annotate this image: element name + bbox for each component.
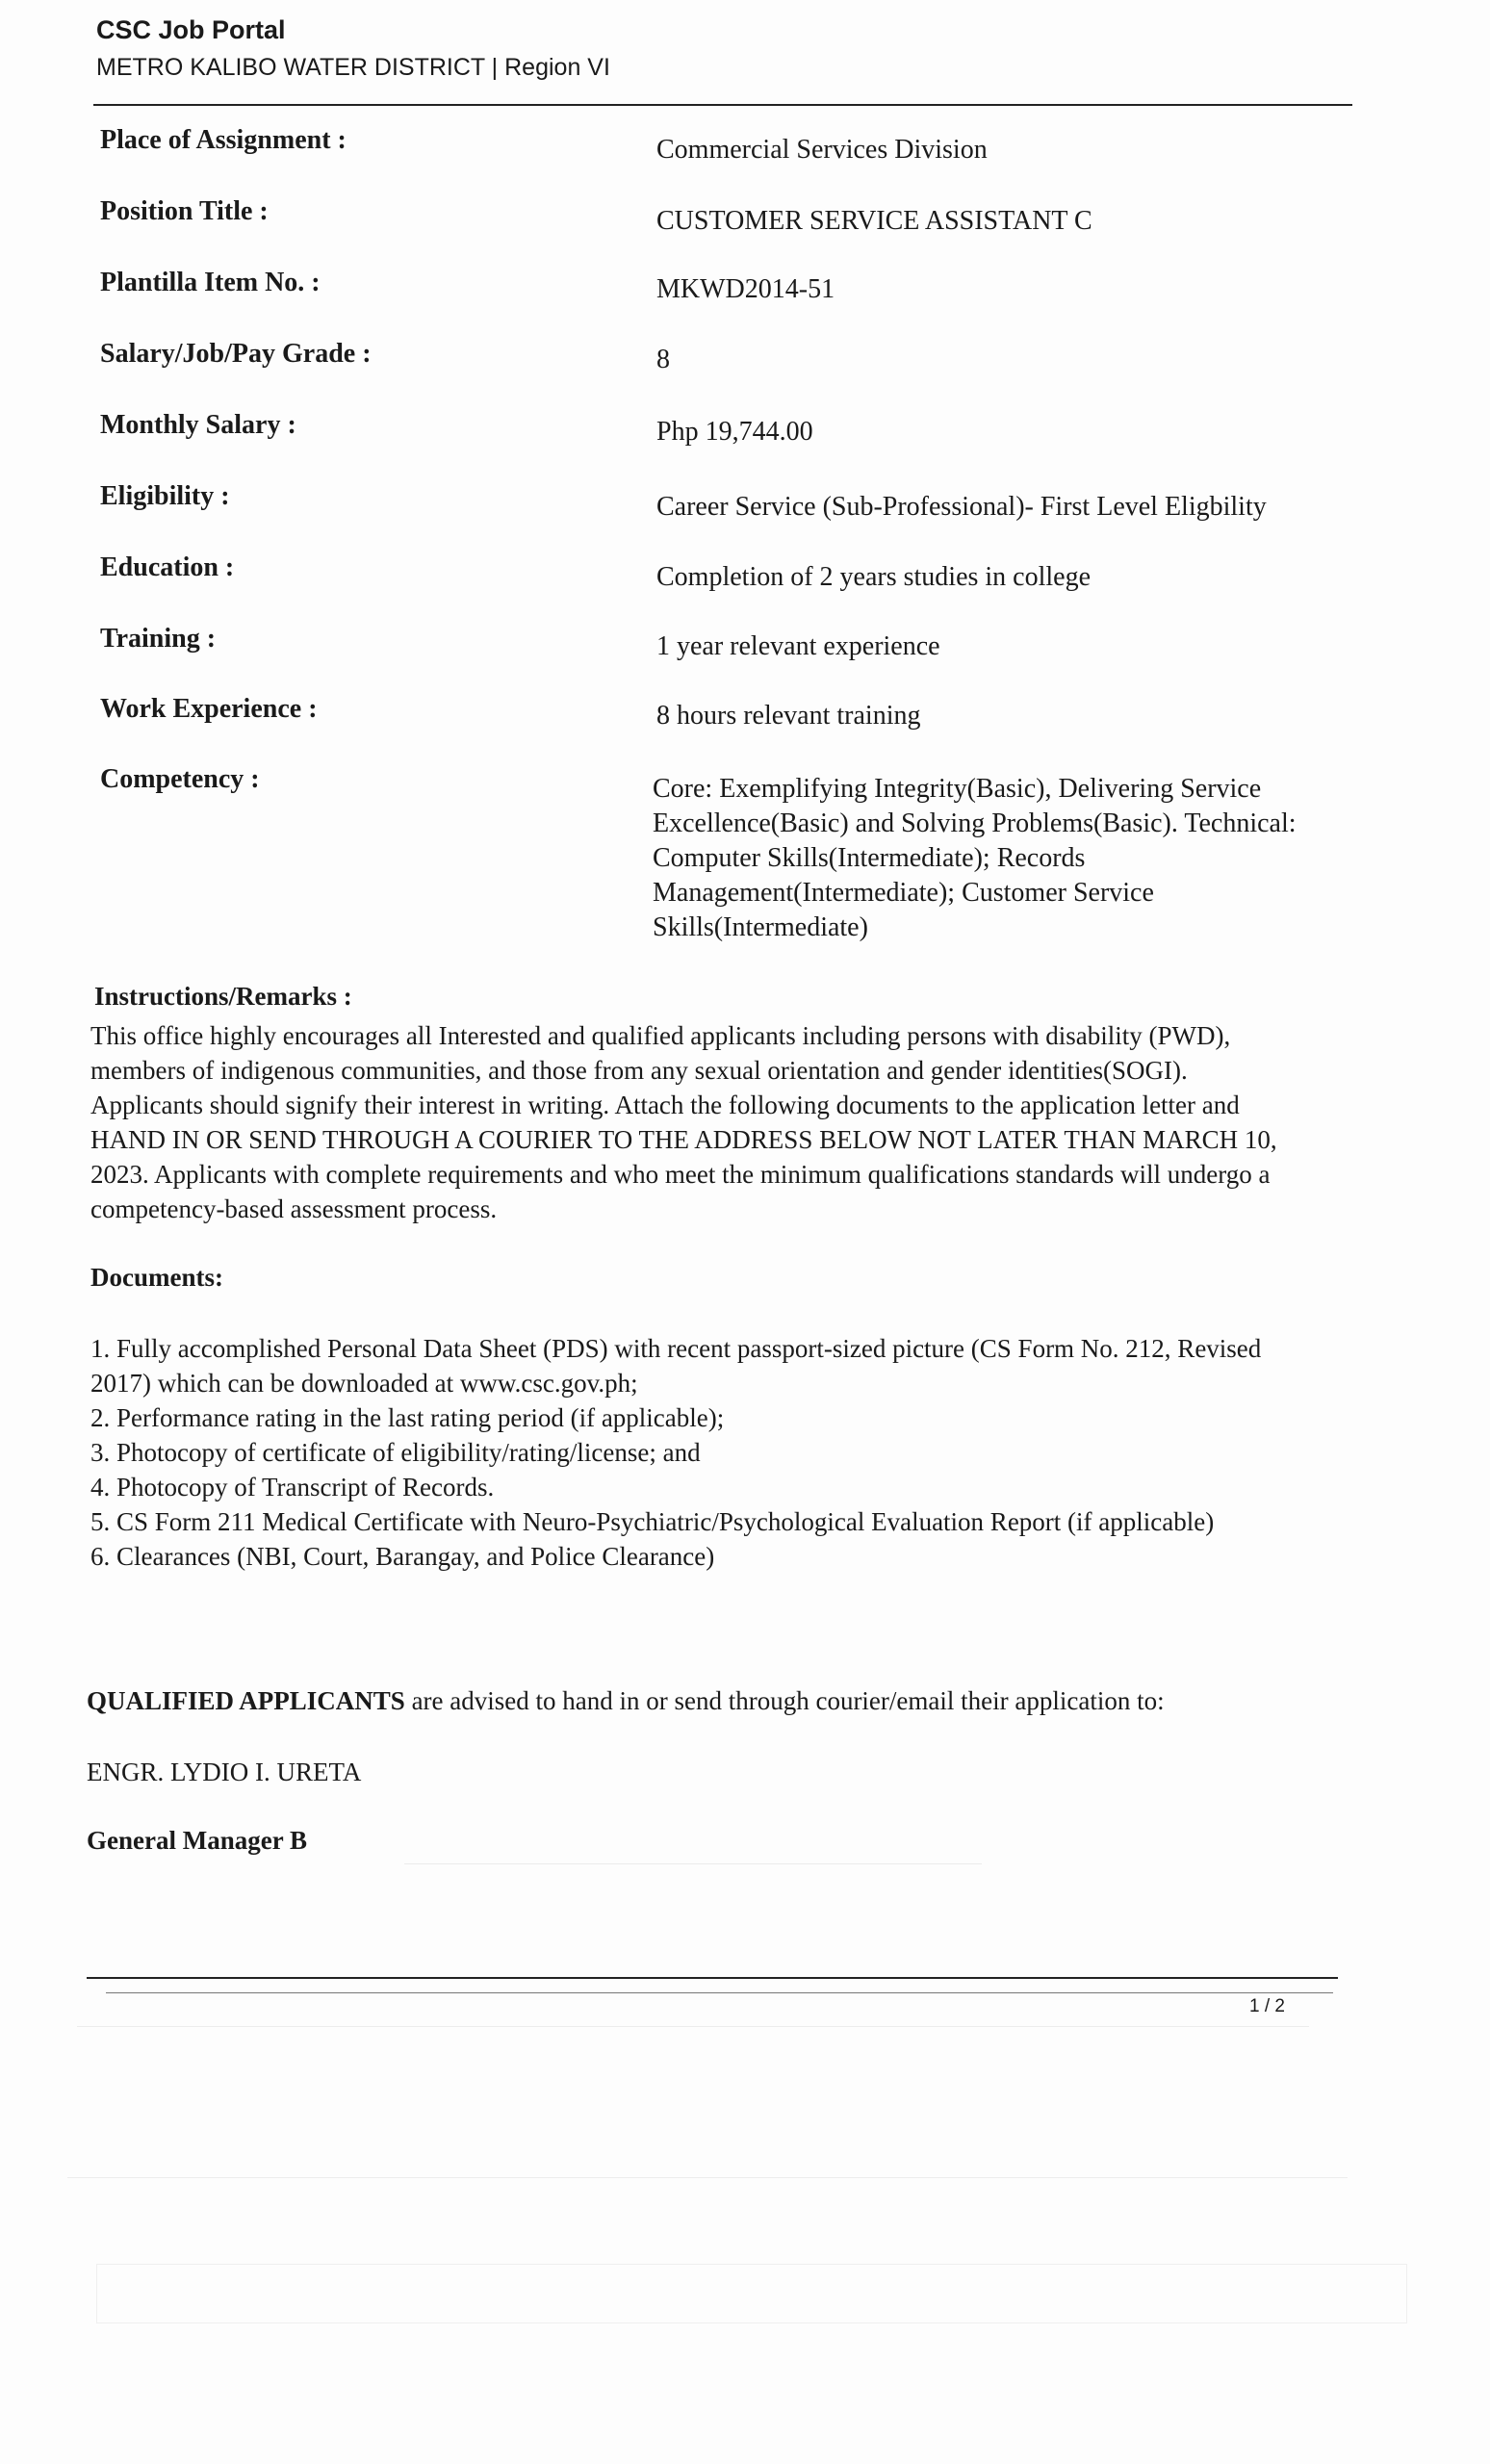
- position-title-label: Position Title :: [100, 196, 269, 226]
- place-of-assignment-value: Commercial Services Division: [656, 135, 988, 165]
- eligibility-value: Career Service (Sub-Professional)- First Level Eligbility: [656, 492, 1267, 522]
- monthly-salary-label: Monthly Salary :: [100, 410, 296, 440]
- plantilla-item-label: Plantilla Item No. :: [100, 268, 321, 297]
- training-label: Training :: [100, 624, 217, 654]
- page-number: 1 / 2: [1249, 1996, 1285, 2016]
- work-experience-label: Work Experience :: [100, 694, 318, 724]
- footer-divider-secondary: [106, 1992, 1333, 1993]
- portal-title: CSC Job Portal: [96, 15, 286, 44]
- pay-grade-label: Salary/Job/Pay Grade :: [100, 339, 372, 369]
- plantilla-item-value: MKWD2014-51: [656, 274, 835, 304]
- training-value: 1 year relevant experience: [656, 631, 940, 661]
- contact-title: General Manager B: [87, 1826, 307, 1855]
- bleed-through-line: [77, 2026, 1309, 2027]
- qualified-applicants-bold: QUALIFIED APPLICANTS: [87, 1686, 405, 1715]
- education-value: Completion of 2 years studies in college: [656, 562, 1092, 592]
- competency-label: Competency :: [100, 764, 260, 794]
- eligibility-label: Eligibility :: [100, 481, 230, 511]
- document-item: 6. Clearances (NBI, Court, Barangay, and Police Clearance): [90, 1542, 715, 1571]
- bleed-through-box: [96, 2264, 1407, 2323]
- agency-region: METRO KALIBO WATER DISTRICT | Region VI: [96, 54, 610, 81]
- competency-value: Core: Exemplifying Integrity(Basic), Delivering Service Excellence(Basic) and Solving Problems(Basic). Technical: Computer Skills(Intermediate); Records Management(Intermediate); Customer Service Skills(Intermediate): [653, 774, 1297, 942]
- footer-divider: [87, 1977, 1338, 1979]
- document-item: 3. Photocopy of certificate of eligibility/rating/license; and: [90, 1438, 701, 1467]
- place-of-assignment-label: Place of Assignment :: [100, 125, 347, 155]
- bleed-through-line: [404, 1863, 982, 1864]
- contact-name: ENGR. LYDIO I. URETA: [87, 1758, 362, 1786]
- document-item: 1. Fully accomplished Personal Data Sheet (PDS) with recent passport-sized picture (CS Form No. 212, Revised 2017) which can be downloaded at www.csc.gov.ph;: [90, 1334, 1262, 1398]
- documents-list: [90, 1331, 1294, 1574]
- position-title-value: CUSTOMER SERVICE ASSISTANT C: [656, 206, 1092, 236]
- monthly-salary-value: Php 19,744.00: [656, 417, 813, 447]
- document-item: 2. Performance rating in the last rating period (if applicable);: [90, 1403, 725, 1432]
- work-experience-value: 8 hours relevant training: [656, 701, 921, 731]
- qualified-applicants-text: are advised to hand in or send through courier/email their application to:: [404, 1686, 1165, 1715]
- document-item: 5. CS Form 211 Medical Certificate with Neuro-Psychiatric/Psychological Evaluation Report (if applicable): [90, 1507, 1215, 1536]
- instructions-heading: Instructions/Remarks :: [94, 982, 352, 1011]
- header-divider: [93, 104, 1352, 106]
- document-item: 4. Photocopy of Transcript of Records.: [90, 1473, 495, 1502]
- bleed-through-line: [67, 2177, 1348, 2178]
- education-label: Education :: [100, 552, 235, 582]
- documents-heading: Documents:: [90, 1263, 223, 1292]
- pay-grade-value: 8: [656, 345, 670, 374]
- qualified-applicants-note: [87, 1686, 1165, 1716]
- instructions-text: This office highly encourages all Interested and qualified applicants including persons with disability (PWD), members of indigenous communities, and those from any sexual orientation and gender identities(SOGI). Applicants should signify their interest in writing. Attach the following documents to the application letter and HAND IN OR SEND THROUGH A COURIER TO THE ADDRESS BELOW NOT LATER THAN MARCH 10, 2023. Applicants with complete requirements and who meet the minimum qualifications standards will undergo a competency-based assessment process.: [90, 1021, 1277, 1223]
